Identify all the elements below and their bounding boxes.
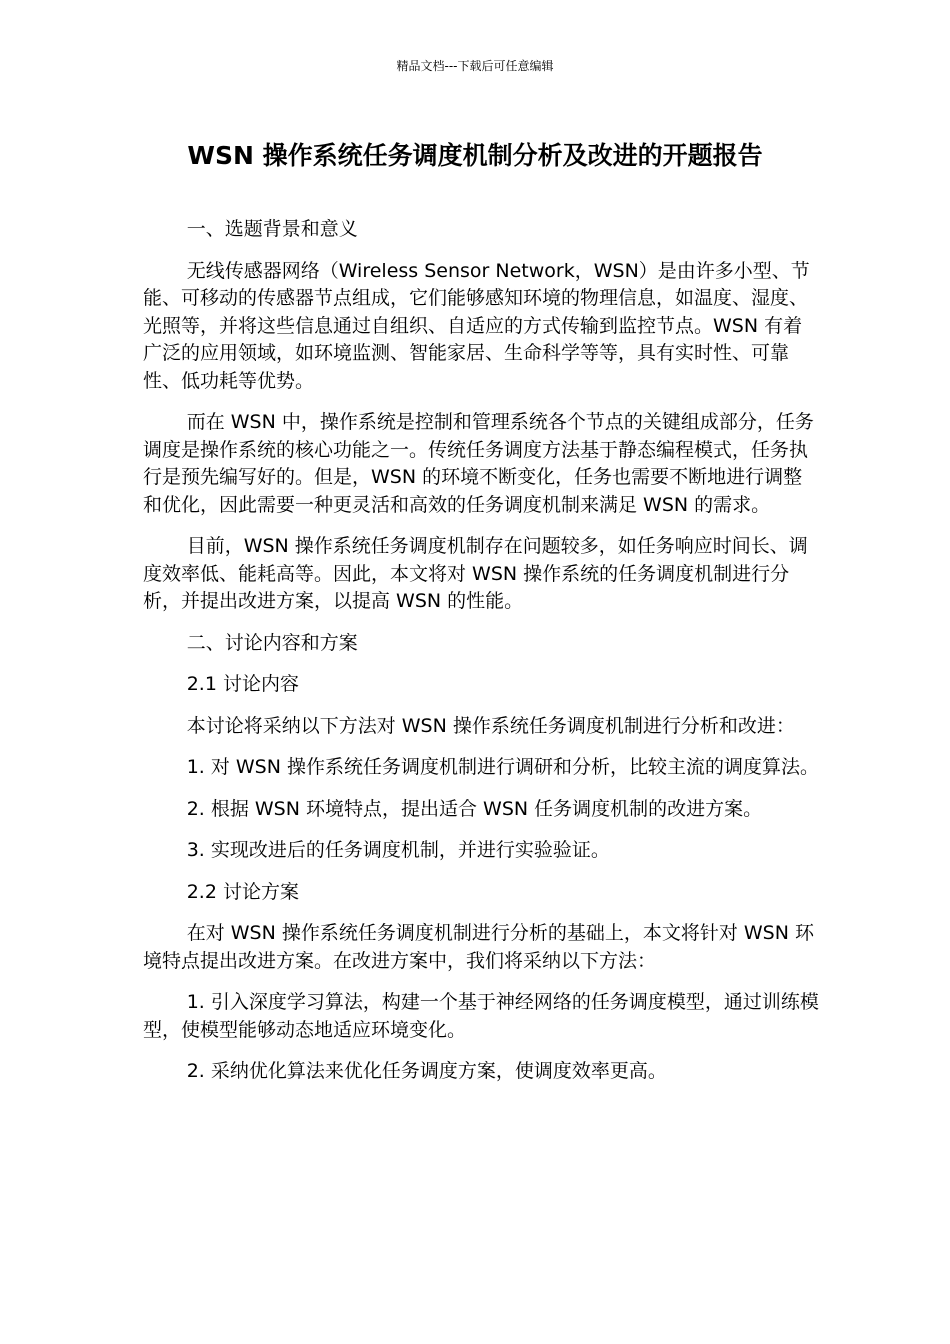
plan-item-2: 2. 采纳优化算法来优化任务调度方案，使调度效率更高。: [186, 1060, 667, 1082]
subsection-heading-2-1: 2.1 讨论内容: [186, 673, 299, 695]
section-heading-1: 一、选题背景和意义: [186, 218, 358, 240]
section-heading-2: 二、讨论内容和方案: [186, 631, 358, 654]
paragraph-background: 无线传感器网络（Wireless Sensor Network，WSN）是由许多小型、节能、可移动的传感器节点组成，它们能够感知环境的物理信息，如温度、湿度、光照等，并将这些信息通过自组织、自适应的方式传输到监控节点。WSN 有着广泛的应用领域，如环境监测、智能家居、生命科学等等，具有实时性、可靠性、低功耗等优势。: [143, 259, 810, 392]
page-header: 精品文档---下载后可任意编辑: [396, 59, 554, 73]
paragraph-current-problems: 目前，WSN 操作系统任务调度机制存在问题较多，如任务响应时间长、调度效率低、能耗高等。因此，本文将对 WSN 操作系统的任务调度机制进行分析，并提出改进方案，以提高 WSN 的性能。: [143, 535, 808, 612]
document-body: [143, 216, 819, 1100]
subsection-heading-2-2: 2.2 讨论方案: [186, 880, 299, 903]
paragraph-os-scheduling: 而在 WSN 中，操作系统是控制和管理系统各个节点的关键组成部分，任务调度是操作系统的核心功能之一。传统任务调度方法基于静态编程模式，任务执行是预先编写好的。但是，WSN 的环境不断变化，任务也需要不断地进行调整和优化，因此需要一种更灵活和高效的任务调度机制来满足 WSN 的需求。: [143, 411, 814, 516]
document-title: WSN 操作系统任务调度机制分析及改进的开题报告: [187, 141, 763, 170]
list-item-2: 2. 根据 WSN 环境特点，提出适合 WSN 任务调度机制的改进方案。: [186, 797, 763, 820]
paragraph-methods-intro: 本讨论将采纳以下方法对 WSN 操作系统任务调度机制进行分析和改进：: [186, 714, 795, 737]
plan-item-1: 1. 引入深度学习算法，构建一个基于神经网络的任务调度模型，通过训练模型，使模型能够动态地适应环境变化。: [143, 991, 819, 1041]
list-item-3: 3. 实现改进后的任务调度机制，并进行实验验证。: [186, 839, 610, 861]
list-item-1: 1. 对 WSN 操作系统任务调度机制进行调研和分析，比较主流的调度算法。: [186, 756, 819, 778]
paragraph-plan-intro: 在对 WSN 操作系统任务调度机制进行分析的基础上，本文将针对 WSN 环境特点提出改进方案。在改进方案中，我们将采纳以下方法：: [143, 922, 814, 972]
